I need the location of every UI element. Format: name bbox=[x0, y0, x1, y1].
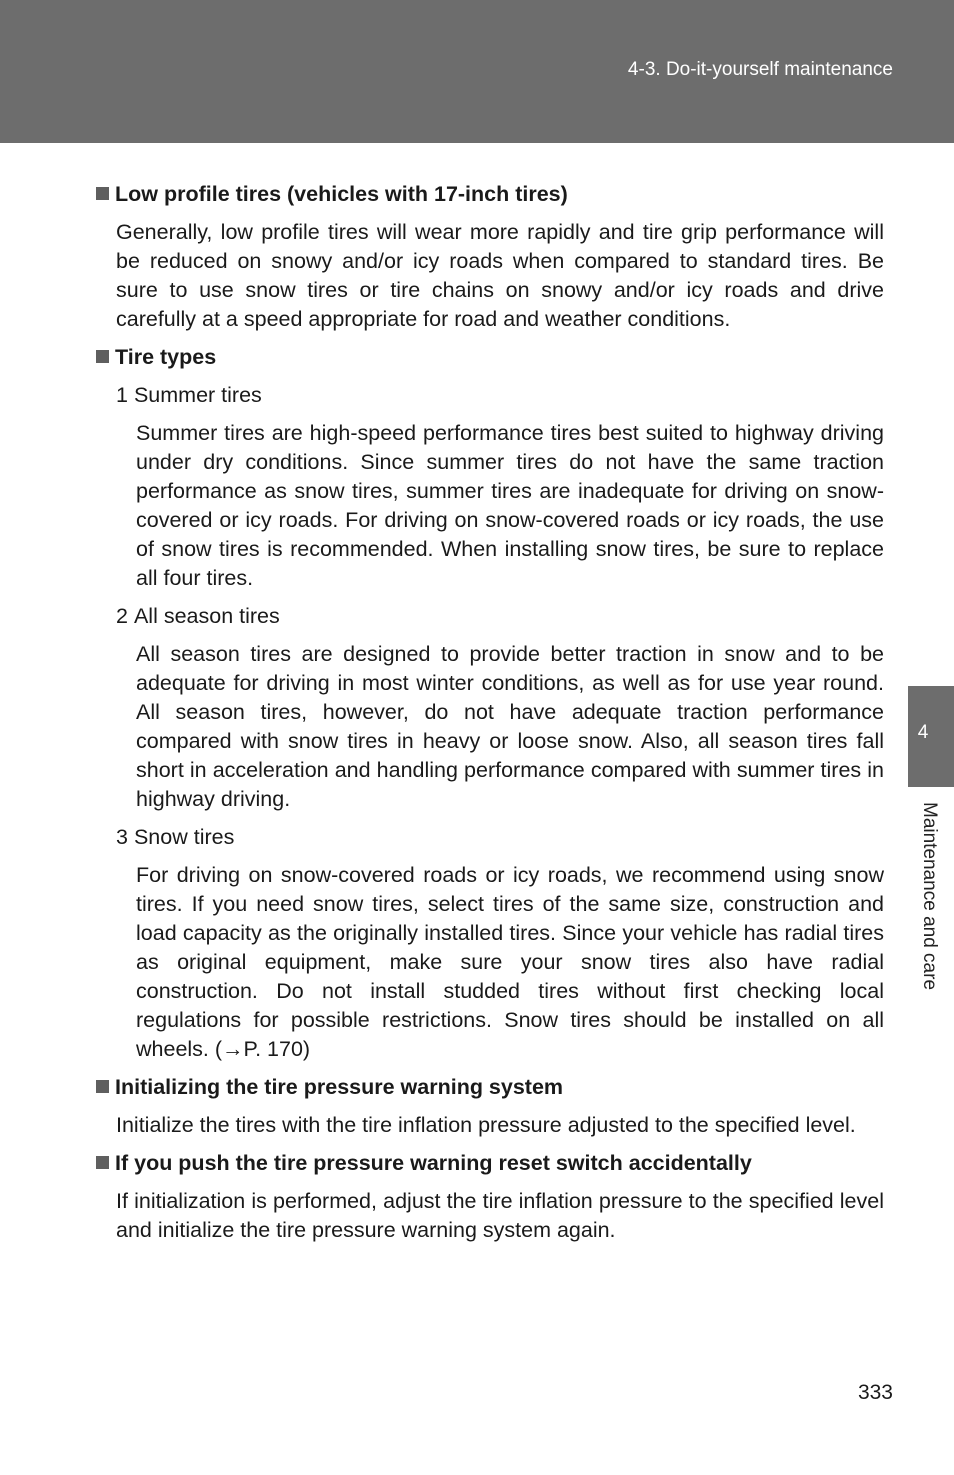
page-number: 333 bbox=[857, 1381, 893, 1404]
tire-type-title: All season tires bbox=[133, 604, 280, 628]
section-heading-text: If you push the tire pressure warning reset switch accidentally bbox=[115, 1151, 752, 1175]
section-heading-text: Tire types bbox=[115, 345, 217, 369]
square-bullet-icon bbox=[96, 1080, 109, 1093]
square-bullet-icon bbox=[96, 187, 109, 200]
tire-type-title: Snow tires bbox=[133, 825, 235, 849]
tire-type-item bbox=[96, 823, 884, 1064]
tire-type-heading bbox=[116, 602, 884, 631]
section-heading bbox=[96, 343, 884, 372]
header-band bbox=[0, 0, 954, 143]
tire-type-item bbox=[96, 381, 884, 593]
tire-type-body: Summer tires are high-speed performance tires best suited to highway driving under dry conditions. Since summer tires do not have the same traction performance as snow tires, summer tires are inadequate for driving on snow-covered or icy roads. For driving on snow-covered roads or icy roads, the use of snow tires is recommended. When installing snow tires, be sure to replace all four tires. bbox=[136, 421, 884, 590]
tire-type-number: 3 bbox=[116, 825, 128, 849]
section-low-profile-tires bbox=[96, 180, 884, 334]
tire-type-heading bbox=[116, 823, 884, 852]
section-tire-types bbox=[96, 343, 884, 1064]
section-body: Initialize the tires with the tire inflation pressure adjusted to the specified level. bbox=[116, 1113, 856, 1137]
section-heading-text: Initializing the tire pressure warning system bbox=[115, 1075, 564, 1099]
section-body: Generally, low profile tires will wear more rapidly and tire grip performance will be reduced on snowy and/or icy roads when compared to standard tires. Be sure to use snow tires or tire chains on snowy and/or icy roads and drive carefully at a speed appropriate for road and weather conditions. bbox=[116, 220, 884, 331]
section-heading bbox=[96, 1073, 884, 1102]
chapter-tab bbox=[908, 686, 954, 787]
section-heading bbox=[96, 1149, 884, 1178]
tire-type-heading bbox=[116, 381, 884, 410]
chapter-number: 4 bbox=[917, 722, 929, 743]
tire-type-item bbox=[96, 602, 884, 814]
tire-type-body: All season tires are designed to provide better traction in snow and to be adequate for driving in most winter conditions, as well as for use year round. All season tires, however, do not have adequate traction performance compared with snow tires in heavy or loose snow. Also, all season tires fall short in acceleration and handling performance compared with summer tires in highway driving. bbox=[136, 642, 884, 811]
section-heading bbox=[96, 180, 884, 209]
chapter-label: Maintenance and care bbox=[919, 802, 940, 991]
section-heading-text: Low profile tires (vehicles with 17-inch tires) bbox=[115, 182, 568, 206]
page-content bbox=[96, 180, 884, 1254]
section-reset-switch-accidental bbox=[96, 1149, 884, 1245]
tire-type-number: 2 bbox=[116, 604, 128, 628]
square-bullet-icon bbox=[96, 1156, 109, 1169]
tire-type-body: For driving on snow-covered roads or icy roads, we recommend using snow tires. If you need snow tires, select tires of the same size, construction and load capacity as the originally installed tires. Since your vehicle has radial tires as original equipment, make sure your snow tires also have radial construction. Do not install studded tires without first checking local regulations for possible restrictions. Snow tires should be installed on all wheels. (→P. 170) bbox=[136, 863, 884, 1061]
section-body: If initialization is performed, adjust the tire inflation pressure to the specified level and initialize the tire pressure warning system again. bbox=[116, 1189, 884, 1242]
square-bullet-icon bbox=[96, 350, 109, 363]
section-initializing-tpws bbox=[96, 1073, 884, 1140]
tire-type-number: 1 bbox=[116, 383, 128, 407]
section-title: 4-3. Do-it-yourself maintenance bbox=[627, 59, 893, 80]
tire-type-title: Summer tires bbox=[133, 383, 262, 407]
